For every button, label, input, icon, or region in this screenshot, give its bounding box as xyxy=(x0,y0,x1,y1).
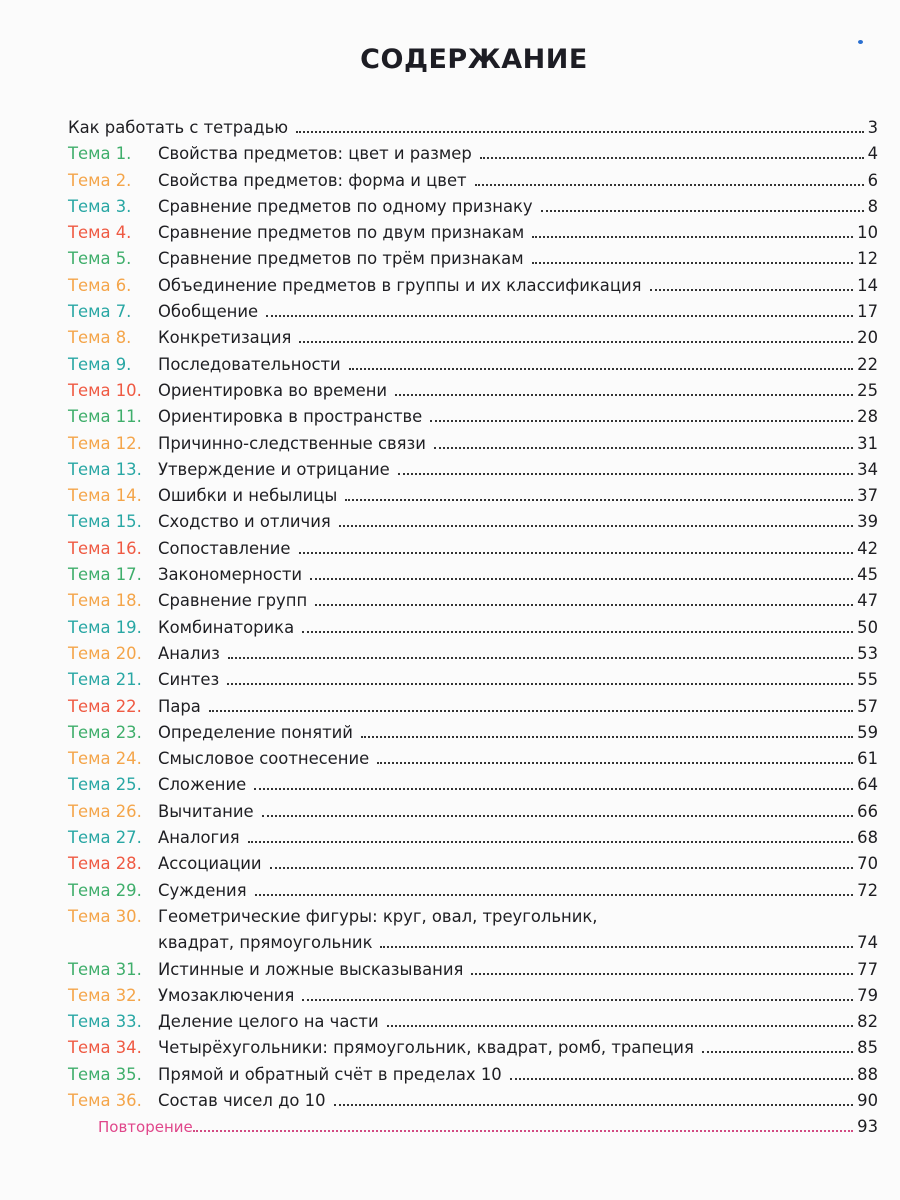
toc-topic-row[interactable] xyxy=(68,325,878,351)
topic-page-number: 31 xyxy=(857,433,878,453)
topic-title: Четырёхугольники: прямоугольник, квадрат, ромб, трапеция xyxy=(158,1038,694,1058)
topic-title: Сходство и отличия xyxy=(158,512,331,532)
topic-page-number: 53 xyxy=(857,643,878,663)
toc-topic-row[interactable] xyxy=(68,194,878,220)
dot-leader xyxy=(650,288,854,291)
dot-leader xyxy=(380,945,853,948)
topic-page-number: 34 xyxy=(857,459,878,479)
topic-page-number: 55 xyxy=(857,670,878,690)
toc-topic-row[interactable] xyxy=(68,667,878,693)
dot-leader xyxy=(398,472,853,475)
dot-leader xyxy=(209,709,853,712)
topic-title: Свойства предметов: форма и цвет xyxy=(158,170,467,190)
toc-topic-row[interactable] xyxy=(68,483,878,509)
topic-number-label: Тема 17. xyxy=(68,565,142,585)
topic-number-label: Тема 2. xyxy=(68,170,132,190)
dot-leader xyxy=(315,603,853,606)
topic-page-number: 88 xyxy=(857,1064,878,1084)
dot-leader xyxy=(430,419,853,422)
toc-topic-row[interactable] xyxy=(68,983,878,1009)
topic-page-number: 68 xyxy=(857,828,878,848)
dot-leader xyxy=(310,577,853,580)
toc-intro-row[interactable] xyxy=(68,115,878,141)
topic-title: Закономерности xyxy=(158,565,303,585)
toc-topic-row[interactable] xyxy=(68,352,878,378)
topic-title: Утверждение и отрицание xyxy=(158,459,390,479)
topic-title-continued: квадрат, прямоугольник xyxy=(158,933,373,953)
topic-title: Деление целого на части xyxy=(158,1012,379,1032)
dot-leader xyxy=(480,156,864,159)
dot-leader xyxy=(532,235,853,238)
toc-intro-page: 3 xyxy=(867,118,878,137)
topic-number-label: Тема 25. xyxy=(68,775,142,795)
toc-topic-row[interactable] xyxy=(68,588,878,614)
toc-topic-row[interactable] xyxy=(68,431,878,457)
toc-topic-row[interactable] xyxy=(68,720,878,746)
topic-number-label: Тема 21. xyxy=(68,670,142,690)
toc-topic-row[interactable] xyxy=(68,825,878,851)
toc-topic-row[interactable] xyxy=(68,246,878,272)
topic-title: Вычитание xyxy=(158,801,254,821)
topic-number-label: Тема 14. xyxy=(68,486,142,506)
topic-title: Синтез xyxy=(158,670,220,690)
dot-leader xyxy=(377,761,853,764)
topic-number-label: Тема 35. xyxy=(68,1064,142,1084)
topic-number-label: Тема 33. xyxy=(68,1012,142,1032)
toc-topic-row[interactable] xyxy=(68,772,878,798)
toc-review-page: 93 xyxy=(857,1117,878,1137)
topic-page-number: 72 xyxy=(857,880,878,900)
topic-number-label: Тема 11. xyxy=(68,407,142,427)
dot-leader xyxy=(302,998,853,1001)
topic-number-label: Тема 26. xyxy=(68,801,142,821)
topic-page-number: 77 xyxy=(857,959,878,979)
toc-intro-title: Как работать с тетрадью xyxy=(68,118,289,137)
topic-number-label: Тема 27. xyxy=(68,828,142,848)
topic-title: Анализ xyxy=(158,643,220,663)
topic-page-number: 12 xyxy=(857,249,878,269)
dot-leader xyxy=(266,314,853,317)
print-speck xyxy=(858,40,863,44)
topic-number-label: Тема 20. xyxy=(68,643,142,663)
topic-page-number: 4 xyxy=(867,144,878,164)
table-of-contents xyxy=(68,115,878,1141)
topic-title: Сравнение групп xyxy=(158,591,308,611)
topic-number-label: Тема 13. xyxy=(68,459,142,479)
dot-leader xyxy=(255,893,854,896)
topic-page-number: 6 xyxy=(867,170,878,190)
toc-topic-row[interactable] xyxy=(68,299,878,325)
dot-leader xyxy=(296,130,864,133)
topic-page-number: 25 xyxy=(857,380,878,400)
toc-topic-row[interactable] xyxy=(68,1035,878,1061)
topic-page-number: 50 xyxy=(857,617,878,637)
topic-title: Сравнение предметов по трём признакам xyxy=(158,249,524,269)
toc-topic-row[interactable] xyxy=(68,694,878,720)
topic-title: Сравнение предметов по двум признакам xyxy=(158,223,525,243)
topic-number-label: Тема 1. xyxy=(68,144,132,164)
toc-topic-row[interactable] xyxy=(68,220,878,246)
toc-topic-row[interactable] xyxy=(68,904,878,957)
topic-number-label: Тема 15. xyxy=(68,512,142,532)
topic-page-number: 85 xyxy=(857,1038,878,1058)
toc-topic-row[interactable] xyxy=(68,536,878,562)
topic-number-label: Тема 9. xyxy=(68,354,132,374)
topic-title: Комбинаторика xyxy=(158,617,295,637)
dot-leader xyxy=(270,866,854,869)
topic-title: Прямой и обратный счёт в пределах 10 xyxy=(158,1064,502,1084)
topic-number-label: Тема 16. xyxy=(68,538,142,558)
topic-title: Смысловое соотнесение xyxy=(158,749,370,769)
topic-page-number: 39 xyxy=(857,512,878,532)
dot-leader xyxy=(434,446,853,449)
toc-topic-row[interactable] xyxy=(68,1062,878,1088)
toc-topic-row[interactable] xyxy=(68,378,878,404)
topic-title: Сложение xyxy=(158,775,247,795)
topic-page-number: 47 xyxy=(857,591,878,611)
topic-title: Умозаключения xyxy=(158,985,295,1005)
dot-leader xyxy=(541,209,864,212)
dot-leader xyxy=(702,1050,853,1053)
toc-topic-row[interactable] xyxy=(68,562,878,588)
dot-leader xyxy=(345,498,853,501)
topic-number-label: Тема 18. xyxy=(68,591,142,611)
topic-page-number: 64 xyxy=(857,775,878,795)
dot-leader xyxy=(228,656,853,659)
toc-topic-row[interactable] xyxy=(68,641,878,667)
topic-title: Пара xyxy=(158,696,201,716)
dot-leader xyxy=(349,367,853,370)
topic-page-number: 66 xyxy=(857,801,878,821)
toc-review-title: Повторение xyxy=(98,1118,193,1137)
topic-number-label: Тема 3. xyxy=(68,196,132,216)
toc-review-row[interactable] xyxy=(68,1114,878,1140)
topic-number-label: Тема 36. xyxy=(68,1090,142,1110)
toc-topic-row[interactable] xyxy=(68,615,878,641)
topic-page-number: 42 xyxy=(857,538,878,558)
topic-title: Аналогия xyxy=(158,828,240,848)
topic-page-number: 28 xyxy=(857,407,878,427)
dot-leader xyxy=(227,682,853,685)
dot-leader xyxy=(471,972,853,975)
topic-page-number: 8 xyxy=(867,196,878,216)
topic-title: Ошибки и небылицы xyxy=(158,486,338,506)
topic-title: Сопоставление xyxy=(158,538,291,558)
topic-title: Ассоциации xyxy=(158,854,262,874)
toc-topic-row[interactable] xyxy=(68,746,878,772)
toc-topic-row[interactable] xyxy=(68,1009,878,1035)
topic-number-label: Тема 22. xyxy=(68,696,142,716)
dot-leader xyxy=(262,814,854,817)
toc-topic-row[interactable] xyxy=(68,799,878,825)
dot-leader xyxy=(510,1077,853,1080)
dot-leader xyxy=(361,735,853,738)
topic-number-label: Тема 8. xyxy=(68,328,132,348)
page-title: СОДЕРЖАНИЕ xyxy=(360,44,588,75)
topic-number-label: Тема 31. xyxy=(68,959,142,979)
toc-topic-row[interactable] xyxy=(68,273,878,299)
dot-leader xyxy=(302,630,853,633)
topic-page-number: 37 xyxy=(857,486,878,506)
topic-page-number: 74 xyxy=(857,933,878,953)
topic-number-label: Тема 34. xyxy=(68,1038,142,1058)
topic-title: Геометрические фигуры: круг, овал, треугольник, xyxy=(158,906,598,926)
topic-title: Последовательности xyxy=(158,354,341,374)
topic-page-number: 70 xyxy=(857,854,878,874)
dot-leader xyxy=(334,1103,854,1106)
dot-leader xyxy=(387,1024,854,1027)
toc-topic-row[interactable] xyxy=(68,168,878,194)
topic-number-label: Тема 32. xyxy=(68,985,142,1005)
dot-leader xyxy=(193,1129,853,1132)
toc-topic-row[interactable] xyxy=(68,509,878,535)
topic-page-number: 57 xyxy=(857,696,878,716)
dot-leader xyxy=(254,787,853,790)
topic-number-label: Тема 7. xyxy=(68,302,132,322)
topic-title: Ориентировка во времени xyxy=(158,380,388,400)
topic-page-number: 59 xyxy=(857,722,878,742)
topic-title: Объединение предметов в группы и их классификация xyxy=(158,275,642,295)
topic-list xyxy=(68,141,878,1114)
topic-page-number: 90 xyxy=(857,1090,878,1110)
topic-number-label: Тема 5. xyxy=(68,249,132,269)
topic-title: Причинно-следственные связи xyxy=(158,433,426,453)
dot-leader xyxy=(299,340,853,343)
toc-topic-row[interactable] xyxy=(68,1088,878,1114)
dot-leader xyxy=(339,524,853,527)
topic-number-label: Тема 30. xyxy=(68,906,142,926)
topic-page-number: 79 xyxy=(857,985,878,1005)
toc-topic-row[interactable] xyxy=(68,878,878,904)
dot-leader xyxy=(532,261,854,264)
topic-title: Обобщение xyxy=(158,302,259,322)
topic-number-label: Тема 28. xyxy=(68,854,142,874)
topic-page-number: 17 xyxy=(857,302,878,322)
topic-page-number: 61 xyxy=(857,749,878,769)
dot-leader xyxy=(248,840,854,843)
topic-number-label: Тема 24. xyxy=(68,749,142,769)
topic-page-number: 20 xyxy=(857,328,878,348)
topic-number-label: Тема 6. xyxy=(68,275,132,295)
toc-topic-row[interactable] xyxy=(68,957,878,983)
topic-page-number: 22 xyxy=(857,354,878,374)
topic-title: Суждения xyxy=(158,880,247,900)
toc-topic-row[interactable] xyxy=(68,851,878,877)
topic-number-label: Тема 4. xyxy=(68,223,132,243)
topic-number-label: Тема 10. xyxy=(68,380,142,400)
topic-number-label: Тема 29. xyxy=(68,880,142,900)
topic-number-label: Тема 19. xyxy=(68,617,142,637)
dot-leader xyxy=(475,183,864,186)
dot-leader xyxy=(395,393,853,396)
topic-number-label: Тема 12. xyxy=(68,433,142,453)
topic-title: Ориентировка в пространстве xyxy=(158,407,423,427)
topic-title: Истинные и ложные высказывания xyxy=(158,959,464,979)
topic-page-number: 82 xyxy=(857,1012,878,1032)
topic-title: Определение понятий xyxy=(158,722,353,742)
toc-topic-row[interactable] xyxy=(68,457,878,483)
topic-page-number: 45 xyxy=(857,565,878,585)
topic-title: Свойства предметов: цвет и размер xyxy=(158,144,472,164)
topic-title: Состав чисел до 10 xyxy=(158,1090,326,1110)
topic-title: Сравнение предметов по одному признаку xyxy=(158,196,533,216)
topic-page-number: 10 xyxy=(857,223,878,243)
topic-page-number: 14 xyxy=(857,275,878,295)
topic-title: Конкретизация xyxy=(158,328,292,348)
topic-number-label: Тема 23. xyxy=(68,722,142,742)
dot-leader xyxy=(299,551,854,554)
toc-topic-row[interactable] xyxy=(68,404,878,430)
toc-topic-row[interactable] xyxy=(68,141,878,167)
